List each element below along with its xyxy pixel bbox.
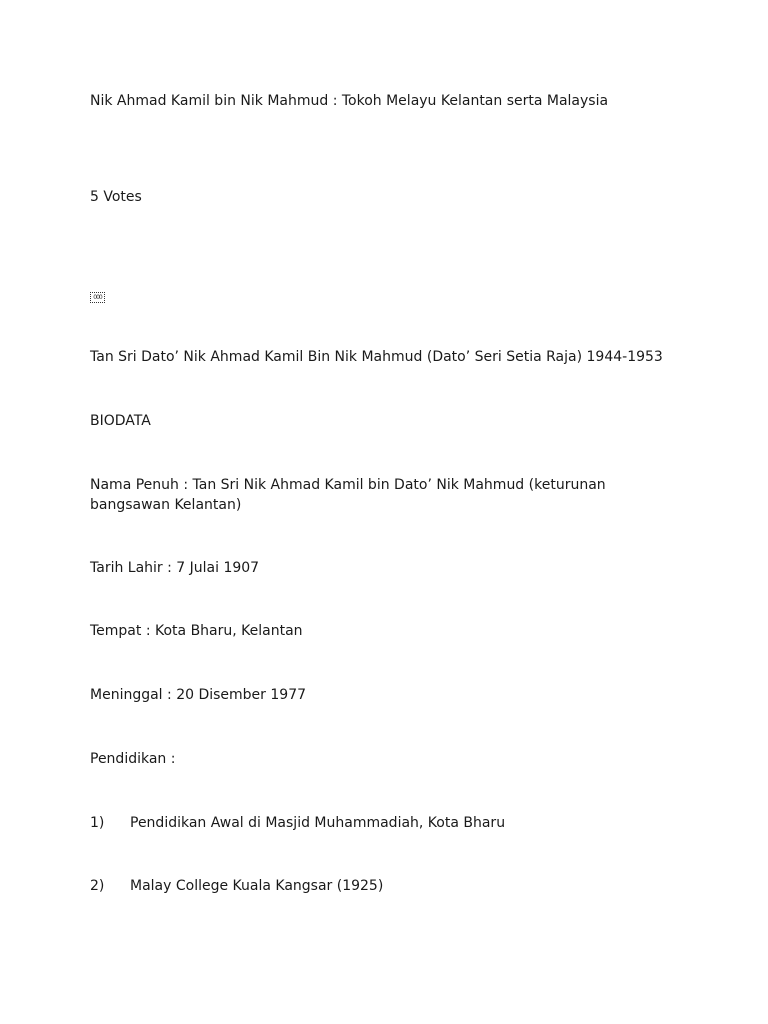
education-item-number: 2) (90, 878, 105, 894)
death-date: Meninggal : 20 Disember 1977 (90, 687, 307, 703)
section-heading-biodata: BIODATA (90, 413, 151, 429)
document-title: Nik Ahmad Kamil bin Nik Mahmud : Tokoh Melayu Kelantan serta Malaysia (90, 93, 609, 109)
education-item-text: Malay College Kuala Kangsar (1925) (130, 878, 384, 894)
education-item (90, 876, 690, 896)
missing-glyph-box: 000 (90, 292, 105, 303)
full-name: Nama Penuh : Tan Sri Nik Ahmad Kamil bin Dato’ Nik Mahmud (keturunan bangsawan Kelantan) (90, 477, 606, 513)
birth-date: Tarih Lahir : 7 Julai 1907 (90, 560, 260, 576)
name-line: Tan Sri Dato’ Nik Ahmad Kamil Bin Nik Mahmud (Dato’ Seri Setia Raja) 1944-1953 (90, 349, 663, 365)
missing-glyph-icon (90, 284, 690, 304)
education-item (90, 813, 690, 833)
education-item-number: 1) (90, 815, 105, 831)
education-heading: Pendidikan : (90, 751, 176, 767)
education-item-text: Pendidikan Awal di Masjid Muhammadiah, Kota Bharu (130, 815, 506, 831)
birth-place: Tempat : Kota Bharu, Kelantan (90, 623, 303, 639)
votes-count: 5 Votes (90, 189, 142, 205)
